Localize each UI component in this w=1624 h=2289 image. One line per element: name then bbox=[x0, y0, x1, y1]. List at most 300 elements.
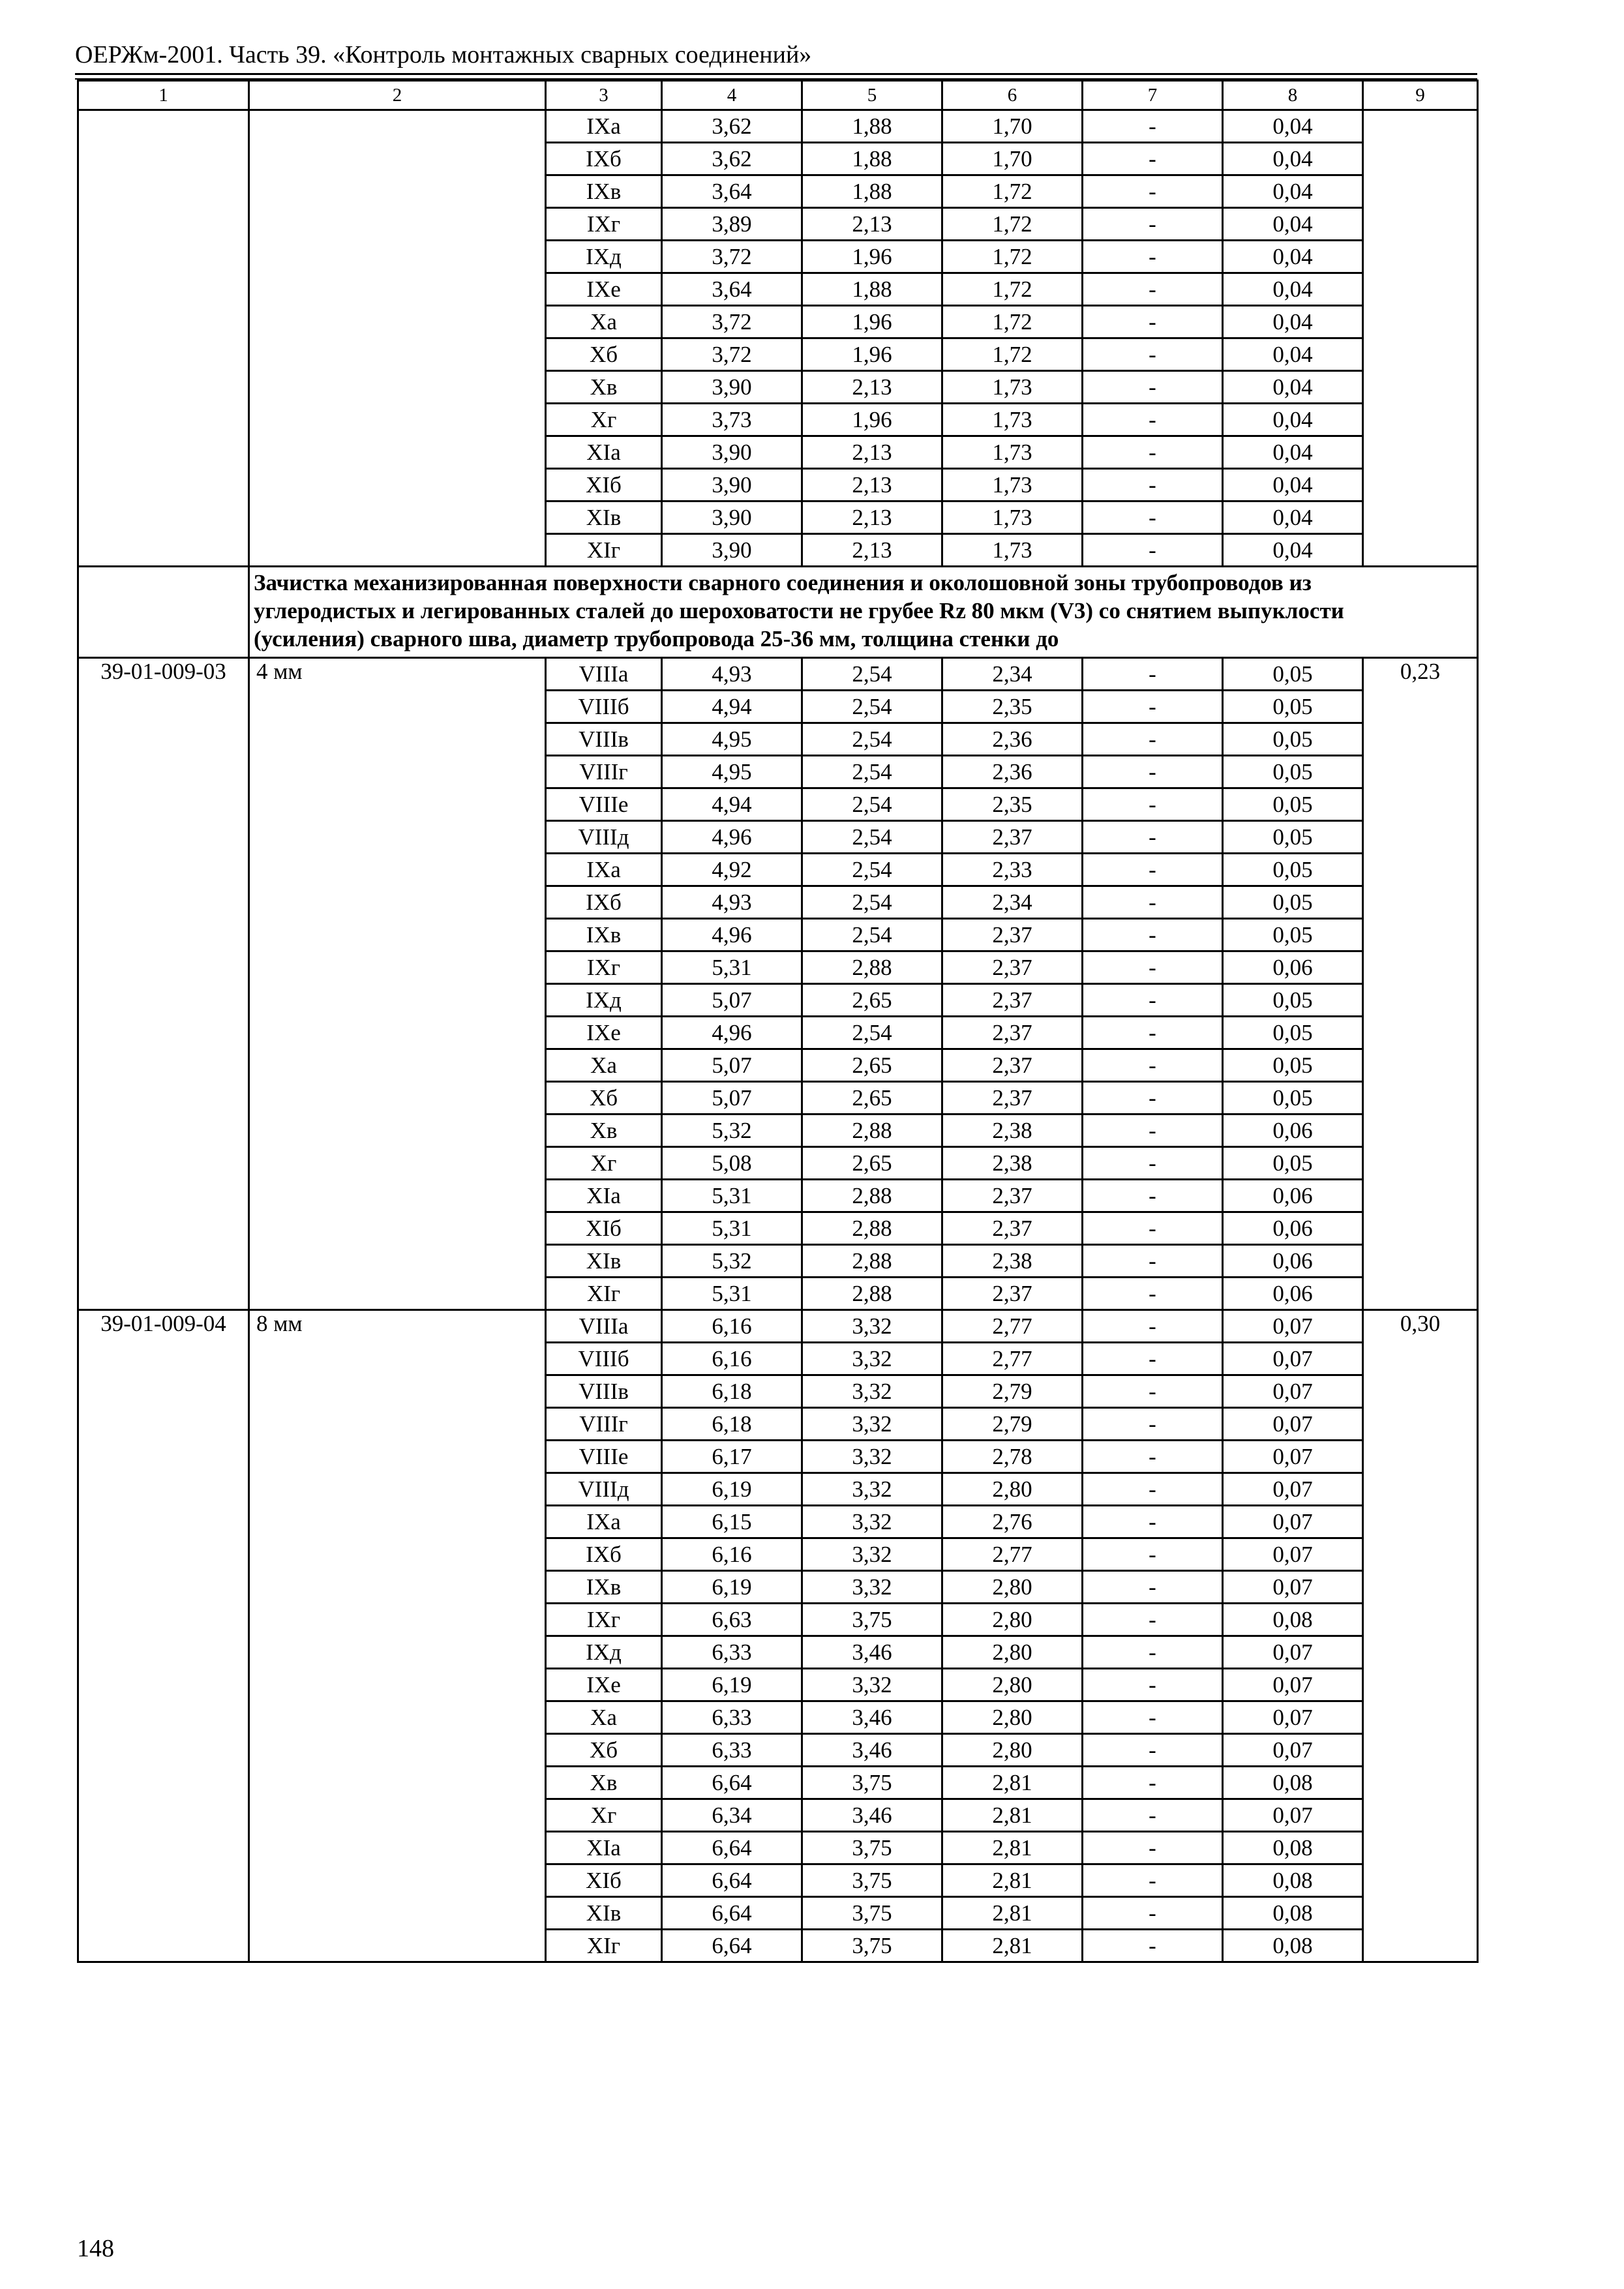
cell-col-7: - bbox=[1083, 501, 1223, 534]
cell-col-4: 4,95 bbox=[662, 756, 802, 788]
cell-col-3: Xа bbox=[546, 1701, 662, 1734]
cell-col-3: Xб bbox=[546, 338, 662, 371]
cell-col-6: 1,72 bbox=[942, 273, 1083, 306]
cell-col-4: 6,64 bbox=[662, 1897, 802, 1930]
cell-col-3: IXд bbox=[546, 984, 662, 1017]
cell-col-3: VIIIа bbox=[546, 1310, 662, 1343]
cell-col-6: 2,37 bbox=[942, 821, 1083, 854]
cell-col-8: 0,07 bbox=[1223, 1506, 1363, 1538]
cell-col-8: 0,07 bbox=[1223, 1571, 1363, 1604]
cell-col-4: 3,62 bbox=[662, 143, 802, 175]
cell-col-6: 2,34 bbox=[942, 658, 1083, 691]
cell-col-4: 6,18 bbox=[662, 1408, 802, 1441]
cell-col-4: 6,16 bbox=[662, 1538, 802, 1571]
cell-col-3: Xб bbox=[546, 1734, 662, 1767]
cell-col-7: - bbox=[1083, 821, 1223, 854]
cell-col-4: 3,90 bbox=[662, 436, 802, 469]
cell-col-3: Xв bbox=[546, 371, 662, 404]
cell-col-3: XIб bbox=[546, 469, 662, 501]
cell-col-4: 4,92 bbox=[662, 854, 802, 886]
cell-col-5: 3,32 bbox=[802, 1310, 942, 1343]
cell-col-4: 6,19 bbox=[662, 1669, 802, 1701]
cell-col-4: 6,19 bbox=[662, 1571, 802, 1604]
cell-col-7: - bbox=[1083, 658, 1223, 691]
cell-col-4: 4,94 bbox=[662, 788, 802, 821]
cell-col-6: 2,38 bbox=[942, 1115, 1083, 1147]
cell-col-5: 3,32 bbox=[802, 1669, 942, 1701]
cell-col-7: - bbox=[1083, 436, 1223, 469]
cell-col-3: XIв bbox=[546, 1245, 662, 1278]
cell-col-8: 0,05 bbox=[1223, 658, 1363, 691]
cell-col-7: - bbox=[1083, 469, 1223, 501]
cell-col-6: 1,73 bbox=[942, 436, 1083, 469]
cell-col-8: 0,07 bbox=[1223, 1441, 1363, 1473]
cell-col-5: 2,54 bbox=[802, 919, 942, 951]
cell-col-3: XIг bbox=[546, 534, 662, 567]
cell-col-5: 2,88 bbox=[802, 951, 942, 984]
cell-col-6: 2,37 bbox=[942, 1212, 1083, 1245]
cell-col-3: XIа bbox=[546, 1832, 662, 1864]
cell-col-7: - bbox=[1083, 951, 1223, 984]
cell-col-6: 2,80 bbox=[942, 1636, 1083, 1669]
cell-col-5: 3,32 bbox=[802, 1441, 942, 1473]
section-title-row bbox=[78, 567, 1478, 658]
cell-col-6: 2,37 bbox=[942, 1017, 1083, 1049]
cell-col-3: IXа bbox=[546, 854, 662, 886]
cell-col-5: 3,46 bbox=[802, 1636, 942, 1669]
cell-col-4: 6,64 bbox=[662, 1864, 802, 1897]
cell-col-3: Xв bbox=[546, 1767, 662, 1799]
cell-col-5: 2,65 bbox=[802, 984, 942, 1017]
cell-col-5: 3,32 bbox=[802, 1375, 942, 1408]
cell-col-3: Xб bbox=[546, 1082, 662, 1115]
cell-col-8: 0,07 bbox=[1223, 1473, 1363, 1506]
cell-col-8: 0,05 bbox=[1223, 788, 1363, 821]
cell-col-5: 1,96 bbox=[802, 338, 942, 371]
cell-col-5: 2,88 bbox=[802, 1212, 942, 1245]
section-title: Зачистка механизированная поверхности сварного соединения и околошовной зоны трубопроводов из углеродистых и легированных сталей до шероховатости не грубее Rz 80 мкм (V3) со снятием выпуклости (усиления) сварного шва, диаметр трубопровода 25-36 мм, толщина стенки до bbox=[249, 567, 1478, 658]
section-blank-cell bbox=[78, 567, 249, 658]
cell-col-5: 3,32 bbox=[802, 1506, 942, 1538]
cell-col-8: 0,06 bbox=[1223, 1245, 1363, 1278]
cell-col-4: 5,32 bbox=[662, 1245, 802, 1278]
cell-col-4: 6,64 bbox=[662, 1767, 802, 1799]
cell-col-4: 4,96 bbox=[662, 1017, 802, 1049]
cell-col-5: 3,32 bbox=[802, 1343, 942, 1375]
column-number-5: 5 bbox=[802, 81, 942, 110]
cell-col-8: 0,05 bbox=[1223, 886, 1363, 919]
cell-col-6: 2,33 bbox=[942, 854, 1083, 886]
cell-col-5: 2,65 bbox=[802, 1049, 942, 1082]
cell-col-8: 0,07 bbox=[1223, 1375, 1363, 1408]
column-number-6: 6 bbox=[942, 81, 1083, 110]
cell-col-6: 2,37 bbox=[942, 1278, 1083, 1310]
cell-col-8: 0,07 bbox=[1223, 1408, 1363, 1441]
cell-col-3: IXг bbox=[546, 208, 662, 241]
cell-col-8: 0,08 bbox=[1223, 1930, 1363, 1962]
cell-col-7: - bbox=[1083, 1669, 1223, 1701]
cell-col-8: 0,04 bbox=[1223, 436, 1363, 469]
cell-col-6: 2,37 bbox=[942, 1082, 1083, 1115]
cell-col-6: 2,77 bbox=[942, 1538, 1083, 1571]
cell-col-5: 1,96 bbox=[802, 241, 942, 273]
cell-col-4: 3,90 bbox=[662, 534, 802, 567]
cell-col-6: 2,80 bbox=[942, 1473, 1083, 1506]
table-row bbox=[78, 1310, 1478, 1343]
page-header: ОЕРЖм-2001. Часть 39. «Контроль монтажных сварных соединений» bbox=[75, 41, 812, 68]
cell-col-3: XIг bbox=[546, 1930, 662, 1962]
cell-col-7: - bbox=[1083, 1180, 1223, 1212]
cell-col-4: 3,62 bbox=[662, 110, 802, 143]
cell-col-4: 4,93 bbox=[662, 658, 802, 691]
cell-col-7: - bbox=[1083, 1408, 1223, 1441]
cell-col-4: 5,07 bbox=[662, 1049, 802, 1082]
cell-col-3: VIIIв bbox=[546, 1375, 662, 1408]
cell-col-3: IXд bbox=[546, 241, 662, 273]
cell-col-3: VIIIа bbox=[546, 658, 662, 691]
cell-col-6: 1,72 bbox=[942, 306, 1083, 338]
cell-col-4: 5,31 bbox=[662, 1278, 802, 1310]
cell-col-6: 1,72 bbox=[942, 241, 1083, 273]
cell-col-6: 1,72 bbox=[942, 175, 1083, 208]
cell-col-7: - bbox=[1083, 919, 1223, 951]
cell-col-5: 2,54 bbox=[802, 821, 942, 854]
cell-col-7: - bbox=[1083, 788, 1223, 821]
cell-col-3: VIIIд bbox=[546, 821, 662, 854]
cell-col-5: 2,88 bbox=[802, 1245, 942, 1278]
cell-col-3: IXв bbox=[546, 1571, 662, 1604]
cell-col-4: 6,18 bbox=[662, 1375, 802, 1408]
cell-col-8: 0,04 bbox=[1223, 273, 1363, 306]
cell-col-5: 3,32 bbox=[802, 1571, 942, 1604]
cell-col-8: 0,08 bbox=[1223, 1604, 1363, 1636]
cell-col-5: 2,88 bbox=[802, 1278, 942, 1310]
cell-col-5: 3,75 bbox=[802, 1767, 942, 1799]
cell-col-3: IXб bbox=[546, 1538, 662, 1571]
cell-col-3: IXе bbox=[546, 273, 662, 306]
cell-col-8: 0,06 bbox=[1223, 1278, 1363, 1310]
cell-col-3: Xг bbox=[546, 404, 662, 436]
cell-col-8: 0,07 bbox=[1223, 1734, 1363, 1767]
cell-col-5: 2,65 bbox=[802, 1082, 942, 1115]
cell-col-4: 4,96 bbox=[662, 821, 802, 854]
cell-col-4: 6,33 bbox=[662, 1701, 802, 1734]
cell-col-5: 2,65 bbox=[802, 1147, 942, 1180]
cell-col-8: 0,06 bbox=[1223, 951, 1363, 984]
cell-col-6: 2,78 bbox=[942, 1441, 1083, 1473]
cell-col-8: 0,04 bbox=[1223, 371, 1363, 404]
cell-col-4: 6,17 bbox=[662, 1441, 802, 1473]
cell-col-7: - bbox=[1083, 1310, 1223, 1343]
cell-col-8: 0,04 bbox=[1223, 143, 1363, 175]
cell-col-6: 2,79 bbox=[942, 1408, 1083, 1441]
cell-col-8: 0,07 bbox=[1223, 1669, 1363, 1701]
column-number-3: 3 bbox=[546, 81, 662, 110]
cell-col-7: - bbox=[1083, 1278, 1223, 1310]
cell-col-6: 1,73 bbox=[942, 534, 1083, 567]
cell-col-3: Xг bbox=[546, 1799, 662, 1832]
cell-col-3: VIIIб bbox=[546, 691, 662, 723]
cell-col-7: - bbox=[1083, 110, 1223, 143]
cell-col-5: 3,75 bbox=[802, 1864, 942, 1897]
cell-col-3: IXе bbox=[546, 1669, 662, 1701]
cell-col-4: 6,64 bbox=[662, 1832, 802, 1864]
cell-col-5: 1,88 bbox=[802, 143, 942, 175]
cell-col-3: IXд bbox=[546, 1636, 662, 1669]
cell-col-5: 2,54 bbox=[802, 854, 942, 886]
cell-col-3: IXв bbox=[546, 919, 662, 951]
cell-col-3: XIб bbox=[546, 1864, 662, 1897]
cell-col-7: - bbox=[1083, 306, 1223, 338]
cell-col-8: 0,04 bbox=[1223, 241, 1363, 273]
cell-col-7: - bbox=[1083, 338, 1223, 371]
cell-col-3: Xа bbox=[546, 306, 662, 338]
cell-col-6: 2,38 bbox=[942, 1245, 1083, 1278]
cell-col-6: 2,81 bbox=[942, 1832, 1083, 1864]
cell-col-3: VIIIе bbox=[546, 1441, 662, 1473]
cell-col-3: VIIIг bbox=[546, 1408, 662, 1441]
cell-col-7: - bbox=[1083, 1506, 1223, 1538]
cell-col-7: - bbox=[1083, 886, 1223, 919]
cell-col-5: 3,46 bbox=[802, 1799, 942, 1832]
cell-col-7: - bbox=[1083, 854, 1223, 886]
norm-code: 39-01-009-04 bbox=[78, 1310, 249, 1962]
cell-col-6: 2,80 bbox=[942, 1669, 1083, 1701]
cell-col-5: 2,54 bbox=[802, 658, 942, 691]
cell-col-5: 3,32 bbox=[802, 1473, 942, 1506]
cell-col-8: 0,05 bbox=[1223, 984, 1363, 1017]
column-number-9: 9 bbox=[1363, 81, 1478, 110]
column-number-7: 7 bbox=[1083, 81, 1223, 110]
cell-col-7: - bbox=[1083, 756, 1223, 788]
cell-col-7: - bbox=[1083, 143, 1223, 175]
cell-col-4: 3,72 bbox=[662, 338, 802, 371]
cell-col-6: 2,35 bbox=[942, 691, 1083, 723]
cell-col-5: 1,88 bbox=[802, 273, 942, 306]
cell-col-3: VIIIд bbox=[546, 1473, 662, 1506]
cell-col-5: 2,54 bbox=[802, 756, 942, 788]
table-row bbox=[78, 658, 1478, 691]
cell-col-4: 6,64 bbox=[662, 1930, 802, 1962]
cell-col-4: 5,07 bbox=[662, 1082, 802, 1115]
cell-col-5: 2,13 bbox=[802, 469, 942, 501]
cell-col-6: 2,38 bbox=[942, 1147, 1083, 1180]
cell-col-4: 6,33 bbox=[662, 1636, 802, 1669]
cell-col-3: XIб bbox=[546, 1212, 662, 1245]
column-number-4: 4 bbox=[662, 81, 802, 110]
cell-col-6: 1,72 bbox=[942, 338, 1083, 371]
cell-col-3: XIв bbox=[546, 1897, 662, 1930]
cell-col-8: 0,08 bbox=[1223, 1832, 1363, 1864]
cell-col-8: 0,04 bbox=[1223, 534, 1363, 567]
cell-col-8: 0,05 bbox=[1223, 756, 1363, 788]
cell-col-8: 0,08 bbox=[1223, 1767, 1363, 1799]
cell-col-4: 6,15 bbox=[662, 1506, 802, 1538]
cell-col-6: 1,73 bbox=[942, 404, 1083, 436]
norm-description: 4 мм bbox=[249, 658, 546, 1310]
cell-col-5: 1,88 bbox=[802, 110, 942, 143]
cell-col-4: 6,34 bbox=[662, 1799, 802, 1832]
cell-col-6: 1,73 bbox=[942, 501, 1083, 534]
cell-col-7: - bbox=[1083, 1212, 1223, 1245]
cell-col-4: 3,73 bbox=[662, 404, 802, 436]
norm-code: 39-01-009-03 bbox=[78, 658, 249, 1310]
cell-col-8: 0,04 bbox=[1223, 469, 1363, 501]
cell-col-7: - bbox=[1083, 1636, 1223, 1669]
cell-col-6: 2,80 bbox=[942, 1604, 1083, 1636]
cell-col-3: XIа bbox=[546, 436, 662, 469]
cell-col-8: 0,04 bbox=[1223, 404, 1363, 436]
cell-col-7: - bbox=[1083, 1017, 1223, 1049]
column-number-row bbox=[78, 81, 1478, 110]
cell-col-6: 2,35 bbox=[942, 788, 1083, 821]
cell-col-5: 1,96 bbox=[802, 306, 942, 338]
cell-col-7: - bbox=[1083, 1375, 1223, 1408]
cell-col-7: - bbox=[1083, 175, 1223, 208]
cell-col-3: IXг bbox=[546, 1604, 662, 1636]
cell-col-7: - bbox=[1083, 1049, 1223, 1082]
cell-col-3: XIг bbox=[546, 1278, 662, 1310]
cell-col-3: VIIIе bbox=[546, 788, 662, 821]
cell-col-8: 0,04 bbox=[1223, 306, 1363, 338]
cell-col-5: 2,13 bbox=[802, 436, 942, 469]
cell-col-7: - bbox=[1083, 1343, 1223, 1375]
cell-col-4: 6,16 bbox=[662, 1310, 802, 1343]
cell-col-7: - bbox=[1083, 1082, 1223, 1115]
cell-col-7: - bbox=[1083, 241, 1223, 273]
cell-col-6: 2,81 bbox=[942, 1930, 1083, 1962]
cell-col-8: 0,04 bbox=[1223, 501, 1363, 534]
cell-col-6: 1,73 bbox=[942, 469, 1083, 501]
cell-col-7: - bbox=[1083, 984, 1223, 1017]
cell-col-6: 2,36 bbox=[942, 756, 1083, 788]
cell-col-3: Xг bbox=[546, 1147, 662, 1180]
cell-col-7: - bbox=[1083, 1473, 1223, 1506]
cell-col-8: 0,04 bbox=[1223, 175, 1363, 208]
cell-col-7: - bbox=[1083, 1604, 1223, 1636]
norm-code bbox=[78, 110, 249, 567]
cell-col-7: - bbox=[1083, 208, 1223, 241]
table-row bbox=[78, 110, 1478, 143]
cell-col-7: - bbox=[1083, 691, 1223, 723]
cell-col-5: 2,54 bbox=[802, 723, 942, 756]
cell-col-8: 0,07 bbox=[1223, 1701, 1363, 1734]
cell-col-4: 6,33 bbox=[662, 1734, 802, 1767]
cell-col-6: 1,73 bbox=[942, 371, 1083, 404]
cell-col-3: IXа bbox=[546, 110, 662, 143]
cell-col-4: 6,16 bbox=[662, 1343, 802, 1375]
cell-col-5: 2,13 bbox=[802, 208, 942, 241]
cell-col-5: 3,32 bbox=[802, 1408, 942, 1441]
cell-col-4: 3,72 bbox=[662, 306, 802, 338]
cell-col-7: - bbox=[1083, 1864, 1223, 1897]
cell-col-4: 4,93 bbox=[662, 886, 802, 919]
cell-col-5: 3,46 bbox=[802, 1701, 942, 1734]
cell-col-6: 2,81 bbox=[942, 1767, 1083, 1799]
cell-col-6: 1,70 bbox=[942, 110, 1083, 143]
cell-col-5: 2,13 bbox=[802, 371, 942, 404]
cell-col-6: 2,77 bbox=[942, 1343, 1083, 1375]
cell-col-6: 2,37 bbox=[942, 984, 1083, 1017]
cell-col-7: - bbox=[1083, 1701, 1223, 1734]
cell-col-6: 2,81 bbox=[942, 1864, 1083, 1897]
cell-col-4: 3,64 bbox=[662, 273, 802, 306]
cell-col-7: - bbox=[1083, 534, 1223, 567]
cell-col-6: 2,36 bbox=[942, 723, 1083, 756]
cell-col-6: 2,37 bbox=[942, 1180, 1083, 1212]
cell-col-8: 0,05 bbox=[1223, 821, 1363, 854]
cell-col-7: - bbox=[1083, 1147, 1223, 1180]
cell-col-4: 5,31 bbox=[662, 1180, 802, 1212]
cell-col-5: 3,32 bbox=[802, 1538, 942, 1571]
cell-col-8: 0,08 bbox=[1223, 1897, 1363, 1930]
cell-col-3: XIв bbox=[546, 501, 662, 534]
cell-col-5: 3,75 bbox=[802, 1897, 942, 1930]
cell-col-5: 3,75 bbox=[802, 1930, 942, 1962]
cell-col-5: 2,88 bbox=[802, 1115, 942, 1147]
cell-col-8: 0,07 bbox=[1223, 1799, 1363, 1832]
cell-col-7: - bbox=[1083, 1799, 1223, 1832]
cell-col-3: IXв bbox=[546, 175, 662, 208]
cell-col-3: VIIIв bbox=[546, 723, 662, 756]
cell-col-6: 2,81 bbox=[942, 1799, 1083, 1832]
cell-col-7: - bbox=[1083, 1832, 1223, 1864]
cell-col-6: 2,37 bbox=[942, 951, 1083, 984]
page-number: 148 bbox=[77, 2235, 114, 2262]
cell-col-4: 5,31 bbox=[662, 951, 802, 984]
cell-col-3: Xв bbox=[546, 1115, 662, 1147]
cell-col-7: - bbox=[1083, 1897, 1223, 1930]
cell-col-3: IXг bbox=[546, 951, 662, 984]
cell-col-6: 2,80 bbox=[942, 1734, 1083, 1767]
cell-col-8: 0,04 bbox=[1223, 338, 1363, 371]
cell-col-4: 6,63 bbox=[662, 1604, 802, 1636]
cell-col-6: 1,72 bbox=[942, 208, 1083, 241]
cell-col-4: 3,90 bbox=[662, 501, 802, 534]
column-number-8: 8 bbox=[1223, 81, 1363, 110]
norm-col9-value: 0,30 bbox=[1363, 1310, 1478, 1962]
cell-col-4: 6,19 bbox=[662, 1473, 802, 1506]
cell-col-5: 2,54 bbox=[802, 886, 942, 919]
cell-col-8: 0,06 bbox=[1223, 1115, 1363, 1147]
cell-col-3: Xа bbox=[546, 1049, 662, 1082]
norms-table bbox=[77, 80, 1479, 1963]
cell-col-4: 5,32 bbox=[662, 1115, 802, 1147]
cell-col-8: 0,07 bbox=[1223, 1310, 1363, 1343]
cell-col-8: 0,05 bbox=[1223, 723, 1363, 756]
cell-col-5: 2,54 bbox=[802, 788, 942, 821]
cell-col-4: 4,94 bbox=[662, 691, 802, 723]
norm-description bbox=[249, 110, 546, 567]
cell-col-7: - bbox=[1083, 1767, 1223, 1799]
cell-col-7: - bbox=[1083, 1441, 1223, 1473]
cell-col-3: IXб bbox=[546, 143, 662, 175]
cell-col-7: - bbox=[1083, 1734, 1223, 1767]
cell-col-6: 2,37 bbox=[942, 1049, 1083, 1082]
cell-col-4: 5,08 bbox=[662, 1147, 802, 1180]
cell-col-7: - bbox=[1083, 1538, 1223, 1571]
cell-col-4: 3,89 bbox=[662, 208, 802, 241]
cell-col-7: - bbox=[1083, 1245, 1223, 1278]
cell-col-5: 1,88 bbox=[802, 175, 942, 208]
cell-col-8: 0,08 bbox=[1223, 1864, 1363, 1897]
cell-col-8: 0,06 bbox=[1223, 1180, 1363, 1212]
cell-col-3: VIIIг bbox=[546, 756, 662, 788]
cell-col-7: - bbox=[1083, 273, 1223, 306]
cell-col-6: 1,70 bbox=[942, 143, 1083, 175]
cell-col-8: 0,05 bbox=[1223, 919, 1363, 951]
cell-col-4: 4,95 bbox=[662, 723, 802, 756]
